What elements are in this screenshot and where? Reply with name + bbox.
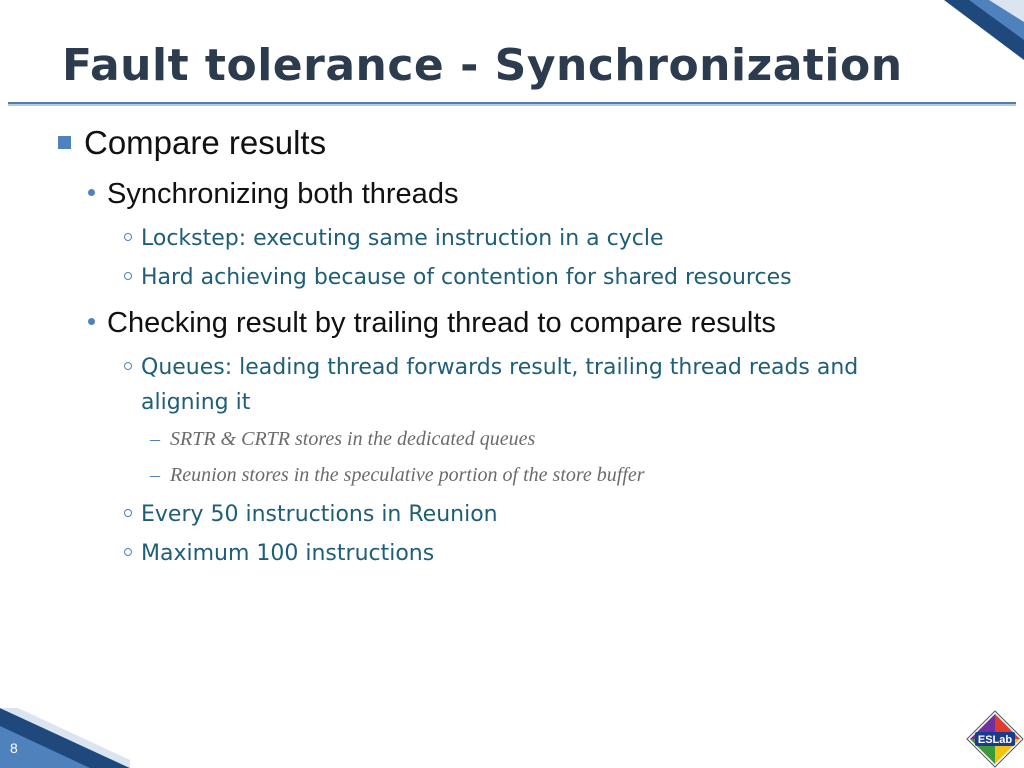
bullet-maximum-100	[124, 536, 434, 571]
bullet-compare-results	[58, 124, 326, 162]
svg-text:ESLab: ESLab	[977, 734, 1013, 746]
ring-bullet-icon	[124, 272, 132, 280]
bullet-checking	[88, 307, 776, 340]
bullet-queues	[124, 350, 941, 420]
bullet-text: Hard achieving because of contention for shared resources	[141, 265, 792, 290]
ring-bullet-icon	[124, 509, 132, 517]
bullet-srtr-crtr	[150, 428, 535, 451]
square-bullet-icon	[58, 136, 71, 149]
bottom-left-corner-decoration	[0, 708, 130, 768]
bullet-text: Synchronizing both threads	[107, 178, 459, 210]
dot-bullet-icon	[88, 189, 95, 196]
eslab-logo-icon	[966, 710, 1024, 768]
dot-bullet-icon	[88, 318, 95, 325]
bullet-hard-achieving	[124, 260, 792, 295]
top-right-corner-decoration	[884, 0, 1024, 60]
ring-bullet-icon	[124, 362, 132, 370]
bullet-text: Reunion stores in the speculative portion of the store buffer	[170, 464, 645, 486]
bullet-lockstep	[124, 221, 664, 256]
dash-bullet-icon: –	[150, 464, 160, 486]
dash-bullet-icon: –	[150, 428, 160, 450]
bullet-reunion-stores	[150, 464, 645, 487]
bullet-text: Queues: leading thread forwards result, trailing thread reads and aligning it	[141, 355, 859, 415]
ring-bullet-icon	[124, 548, 132, 556]
bullet-every-50	[124, 497, 498, 532]
bullet-synchronizing	[88, 178, 458, 211]
page-number: 8	[10, 740, 18, 756]
bullet-text: Every 50 instructions in Reunion	[141, 502, 498, 527]
ring-bullet-icon	[124, 233, 132, 241]
bullet-text: Maximum 100 instructions	[141, 541, 435, 566]
slide-title: Fault tolerance - Synchronization	[62, 40, 903, 91]
bullet-text: Lockstep: executing same instruction in a cycle	[141, 226, 664, 251]
bullet-text: SRTR & CRTR stores in the dedicated queues	[170, 428, 536, 450]
bullet-text: Compare results	[84, 124, 327, 161]
bullet-text: Checking result by trailing thread to compare results	[107, 307, 776, 339]
title-divider-shadow	[8, 104, 1016, 106]
